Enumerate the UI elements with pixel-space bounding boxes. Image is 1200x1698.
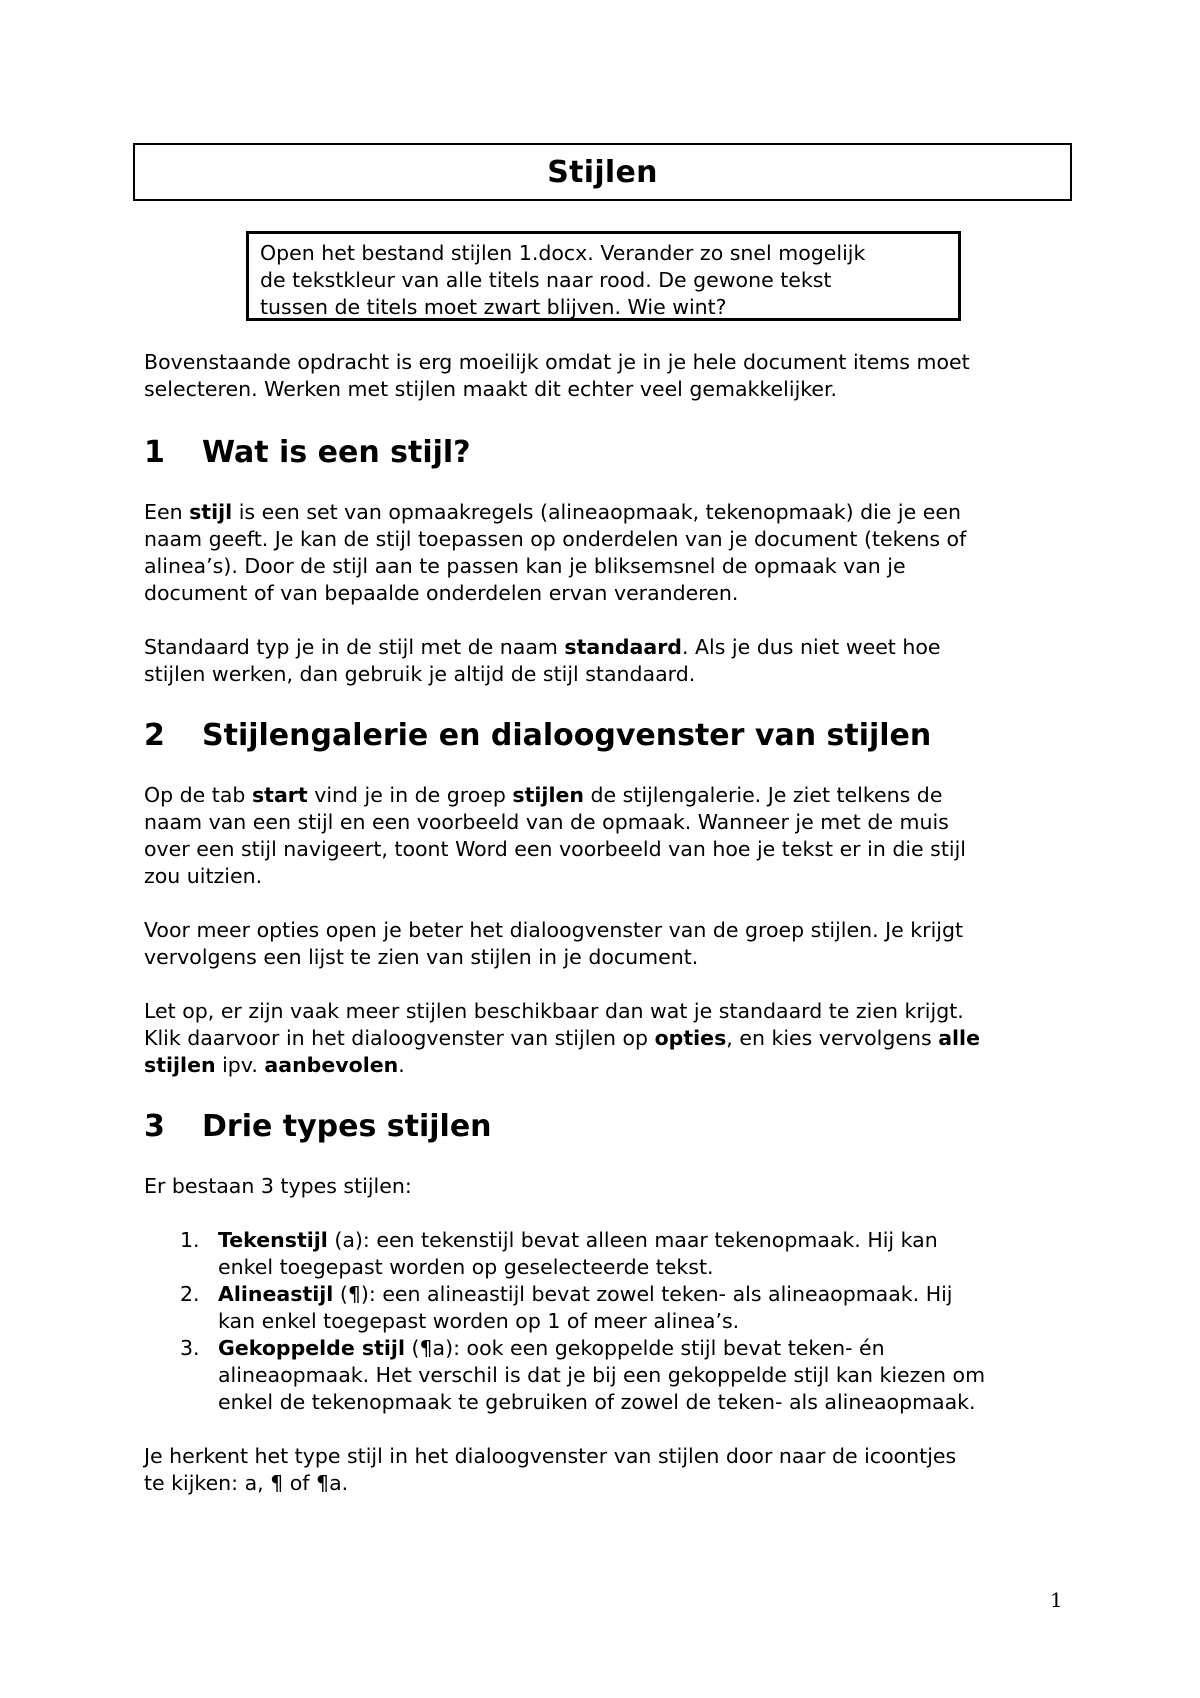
paragraph <box>144 998 1084 1079</box>
text-run: (¶a): ook een gekoppelde stijl bevat teken- én <box>404 1336 885 1360</box>
paragraph <box>144 782 1084 890</box>
list-marker: 3. <box>180 1336 200 1360</box>
task-line: tussen de titels moet zwart blijven. Wie wint? <box>260 295 727 319</box>
text-run: is een set van opmaakregels (alineaopmaak, tekenopmaak) die je een <box>232 500 961 524</box>
text-line: enkel de tekenopmaak te gebruiken of zowel de teken- als alineaopmaak. <box>218 1390 976 1414</box>
bold-term: alle <box>938 1026 980 1050</box>
bold-term: standaard <box>564 635 682 659</box>
paragraph <box>144 917 1084 971</box>
text-run: , en kies vervolgens <box>726 1026 939 1050</box>
list-item <box>144 1281 1084 1335</box>
paragraph <box>144 634 1084 688</box>
text-run: Klik daarvoor in het dialoogvenster van stijlen op <box>144 1026 655 1050</box>
page-number: 1 <box>1050 1588 1063 1612</box>
text-line: Voor meer opties open je beter het dialoogvenster van de groep stijlen. Je krijgt <box>144 918 964 942</box>
text-line: Bovenstaande opdracht is erg moeilijk omdat je in je hele document items moet <box>144 350 970 374</box>
text-line: over een stijl navigeert, toont Word een voorbeeld van hoe je tekst er in die stijl <box>144 837 966 861</box>
section-heading-1 <box>144 434 1084 472</box>
bold-term: opties <box>654 1026 727 1050</box>
text-line: alinea’s). Door de stijl aan te passen kan je bliksemsnel de opmaak van je <box>144 554 906 578</box>
section-heading-3 <box>144 1108 1084 1146</box>
section-heading-2 <box>144 717 1084 755</box>
text-run: . <box>398 1053 405 1077</box>
bold-term: Gekoppelde stijl <box>218 1336 405 1360</box>
text-line: Let op, er zijn vaak meer stijlen beschikbaar dan wat je standaard te zien krijgt. <box>144 999 964 1023</box>
list-item <box>144 1227 1084 1281</box>
text-run: . Als je dus niet weet hoe <box>681 635 941 659</box>
text-line: naam van een stijl en een voorbeeld van de opmaak. Wanneer je met de muis <box>144 810 949 834</box>
bold-term: stijlen <box>512 783 584 807</box>
text-line: naam geeft. Je kan de stijl toepassen op onderdelen van je document (tekens of <box>144 527 967 551</box>
section-number: 3 <box>144 1109 165 1144</box>
page-title: Stijlen <box>547 154 658 190</box>
list-item <box>144 1335 1084 1416</box>
paragraph: Er bestaan 3 types stijlen: <box>144 1174 412 1198</box>
text-line: Je herkent het type stijl in het dialoogvenster van stijlen door naar de icoontjes <box>144 1444 957 1468</box>
text-line: enkel toegepast worden op geselecteerde tekst. <box>218 1255 714 1279</box>
bold-term: stijlen <box>144 1053 216 1077</box>
text-line: zou uitzien. <box>144 864 263 888</box>
text-line: kan enkel toegepast worden op 1 of meer alinea’s. <box>218 1309 740 1333</box>
text-line: stijlen werken, dan gebruik je altijd de stijl standaard. <box>144 662 696 686</box>
list-marker: 2. <box>180 1282 200 1306</box>
task-line: de tekstkleur van alle titels naar rood. De gewone tekst <box>260 268 832 292</box>
task-box <box>246 231 961 321</box>
bold-term: stijl <box>189 500 233 524</box>
section-title: Wat is een stijl? <box>202 435 471 470</box>
task-line: Open het bestand stijlen 1.docx. Verander zo snel mogelijk <box>260 241 866 265</box>
text-line: vervolgens een lijst te zien van stijlen in je document. <box>144 945 699 969</box>
text-line: selecteren. Werken met stijlen maakt dit echter veel gemakkelijker. <box>144 377 838 401</box>
text-run: Op de tab <box>144 783 252 807</box>
section-title: Stijlengalerie en dialoogvenster van stijlen <box>202 718 932 753</box>
bold-term: Tekenstijl <box>218 1228 328 1252</box>
paragraph <box>144 1443 1084 1497</box>
text-line: alineaopmaak. Het verschil is dat je bij een gekoppelde stijl kan kiezen om <box>218 1363 986 1387</box>
bold-term: Alineastijl <box>218 1282 334 1306</box>
text-run: Een <box>144 500 190 524</box>
intro-paragraph <box>144 349 1084 403</box>
text-run: (a): een tekenstijl bevat alleen maar tekenopmaak. Hij kan <box>327 1228 938 1252</box>
bold-term: start <box>251 783 308 807</box>
text-line: document of van bepaalde onderdelen ervan veranderen. <box>144 581 739 605</box>
text-run: vind je in de groep <box>307 783 513 807</box>
section-number: 1 <box>144 435 165 470</box>
section-title: Drie types stijlen <box>202 1109 492 1144</box>
text-line: te kijken: a, ¶ of ¶a. <box>144 1471 349 1495</box>
section-number: 2 <box>144 718 165 753</box>
bold-term: aanbevolen <box>264 1053 399 1077</box>
text-run: de stijlengalerie. Je ziet telkens de <box>584 783 943 807</box>
title-box <box>133 143 1072 201</box>
list-marker: 1. <box>180 1228 200 1252</box>
text-run: (¶): een alineastijl bevat zowel teken- als alineaopmaak. Hij <box>333 1282 953 1306</box>
paragraph <box>144 499 1084 607</box>
text-run: ipv. <box>215 1053 265 1077</box>
document-body <box>144 349 1084 1497</box>
style-types-list <box>144 1227 1084 1416</box>
text-run: Standaard typ je in de stijl met de naam <box>144 635 565 659</box>
